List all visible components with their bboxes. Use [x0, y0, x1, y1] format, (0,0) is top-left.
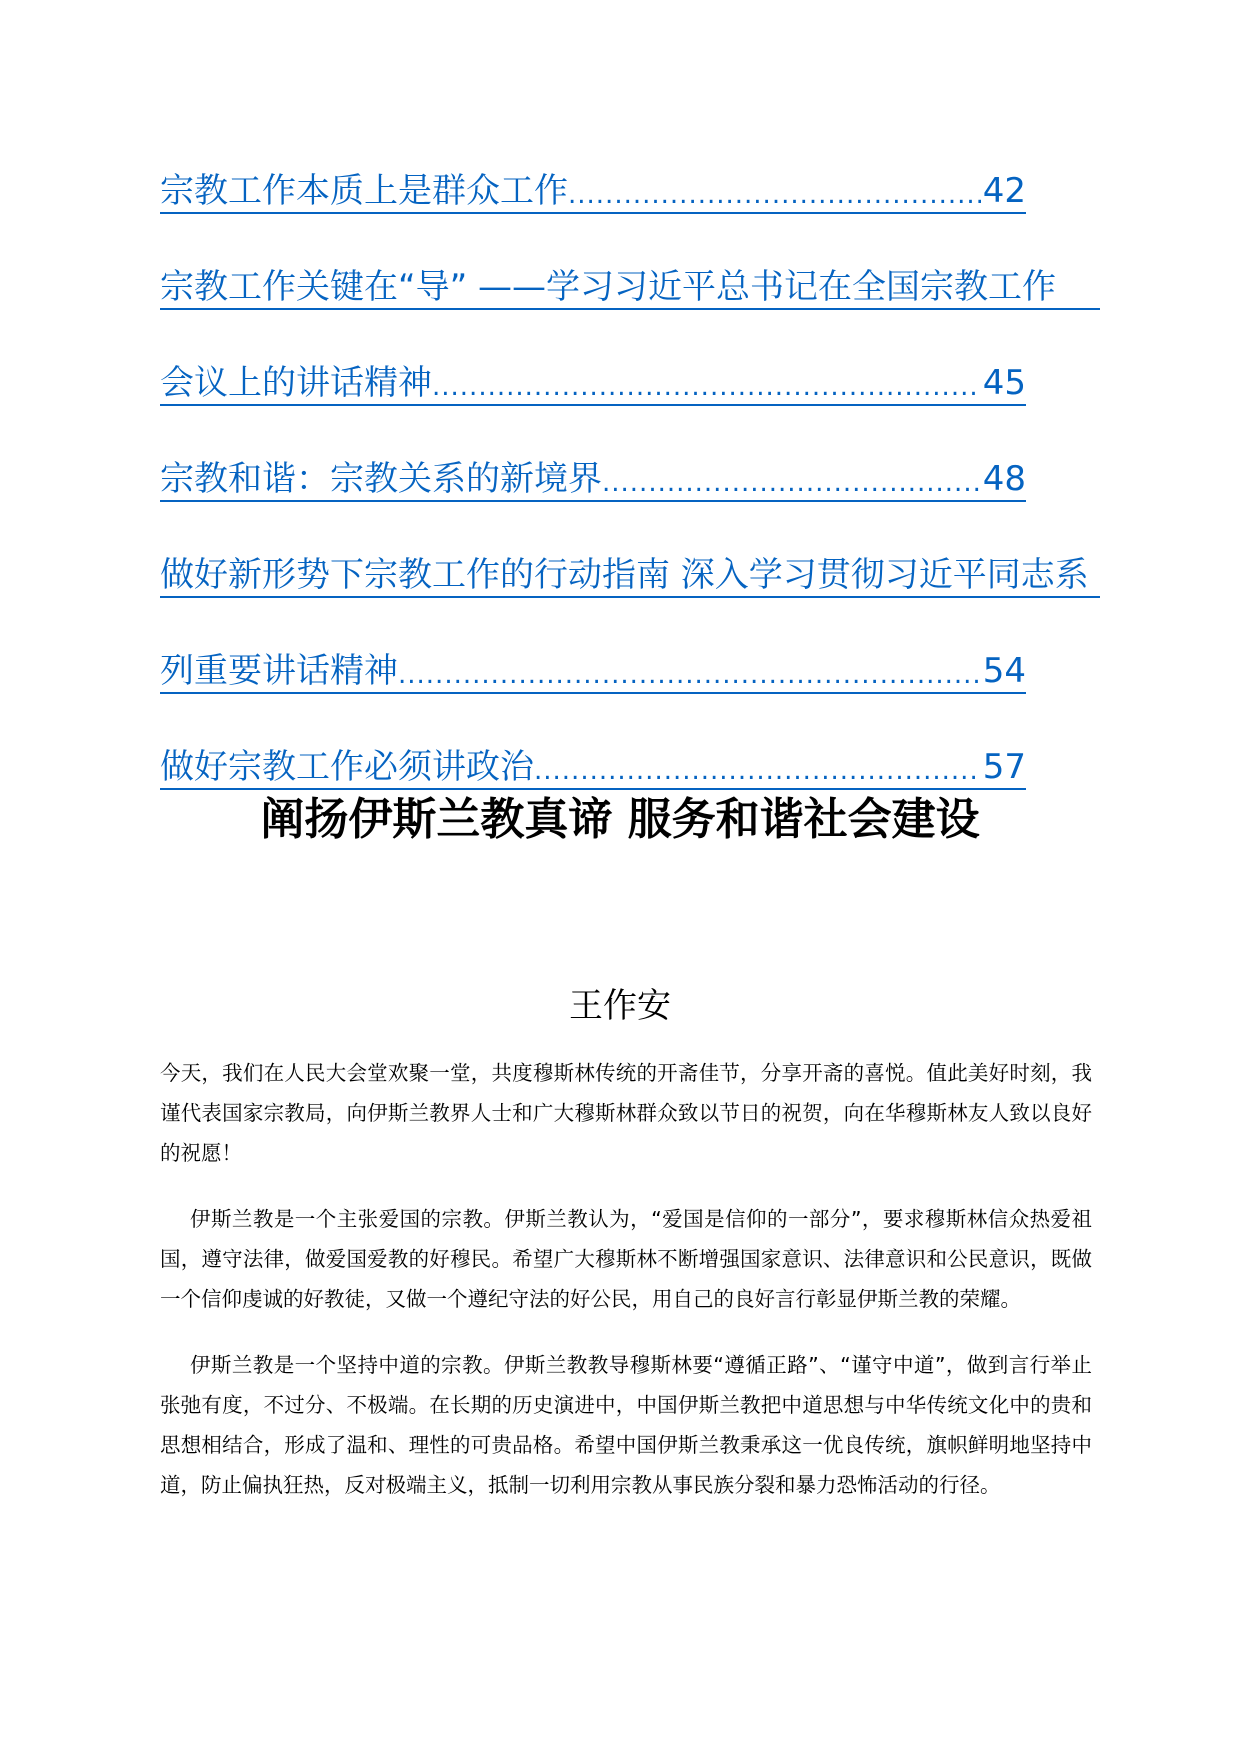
toc-entry-title-line2: 会议上的讲话精神 — [160, 363, 432, 403]
article-author: 王作安 — [569, 986, 671, 1026]
toc-page-number: 57 — [982, 747, 1026, 787]
toc-entry-3[interactable] — [160, 458, 1100, 502]
body-paragraph: 伊斯兰教是一个坚持中道的宗教。伊斯兰教教导穆斯林要“遵循正路”、“谨守中道”，做到言行举止张弛有度，不过分、不极端。在长期的历史演进中，中国伊斯兰教把中道思想与中华传统文化中的贵和思想相结合，形成了温和、理性的可贵品格。希望中国伊斯兰教秉承这一优良传统，旗帜鲜明地坚持中道，防止偏执狂热，反对极端主义，抵制一切利用宗教从事民族分裂和暴力恐怖活动的行径。 — [160, 1353, 1092, 1497]
toc-line — [160, 554, 1100, 598]
table-of-contents — [160, 170, 1100, 842]
toc-entry-title: 宗教和谐：宗教关系的新境界 — [160, 459, 602, 499]
toc-page-number: 45 — [982, 363, 1026, 403]
toc-entry-title-line1: 宗教工作关键在“导” ——学习习近平总书记在全国宗教工作 — [160, 267, 1057, 307]
toc-line — [160, 650, 1026, 694]
toc-entry-1[interactable] — [160, 170, 1100, 214]
toc-entry-title: 做好宗教工作必须讲政治 — [160, 747, 534, 787]
toc-entry-5[interactable] — [160, 746, 1100, 790]
toc-leader-dots — [568, 178, 981, 212]
body-paragraph: 伊斯兰教是一个主张爱国的宗教。伊斯兰教认为，“爱国是信仰的一部分”，要求穆斯林信众热爱祖国，遵守法律，做爱国爱教的好穆民。希望广大穆斯林不断增强国家意识、法律意识和公民意识，既做一个信仰虔诚的好教徒，又做一个遵纪守法的好公民，用自己的良好言行彰显伊斯兰教的荣耀。 — [160, 1207, 1092, 1311]
toc-page-number: 42 — [982, 171, 1026, 211]
toc-entry-2[interactable] — [160, 266, 1100, 406]
toc-line — [160, 746, 1026, 790]
toc-page-number: 54 — [982, 651, 1026, 691]
article-title: 阐扬伊斯兰教真谛 服务和谐社会建设 — [260, 794, 980, 845]
toc-leader-dots — [432, 370, 981, 404]
toc-leader-dots — [398, 658, 981, 692]
toc-line — [160, 266, 1100, 310]
toc-line — [160, 362, 1026, 406]
toc-page-number: 48 — [982, 459, 1026, 499]
toc-entry-4[interactable] — [160, 554, 1100, 694]
body-paragraph: 今天，我们在人民大会堂欢聚一堂，共度穆斯林传统的开斋佳节，分享开斋的喜悦。值此美好时刻，我谨代表国家宗教局，向伊斯兰教界人士和广大穆斯林群众致以节日的祝贺，向在华穆斯林友人致以良好的祝愿！ — [160, 1061, 1092, 1165]
toc-entry-title-line2: 列重要讲话精神 — [160, 651, 398, 691]
article-body — [160, 1053, 1092, 1531]
toc-leader-dots — [602, 466, 981, 500]
toc-line — [160, 458, 1026, 502]
toc-line — [160, 170, 1026, 214]
toc-leader-dots — [534, 754, 981, 788]
toc-entry-title: 宗教工作本质上是群众工作 — [160, 171, 568, 211]
toc-entry-title-line1: 做好新形势下宗教工作的行动指南 深入学习贯彻习近平同志系 — [160, 555, 1089, 595]
